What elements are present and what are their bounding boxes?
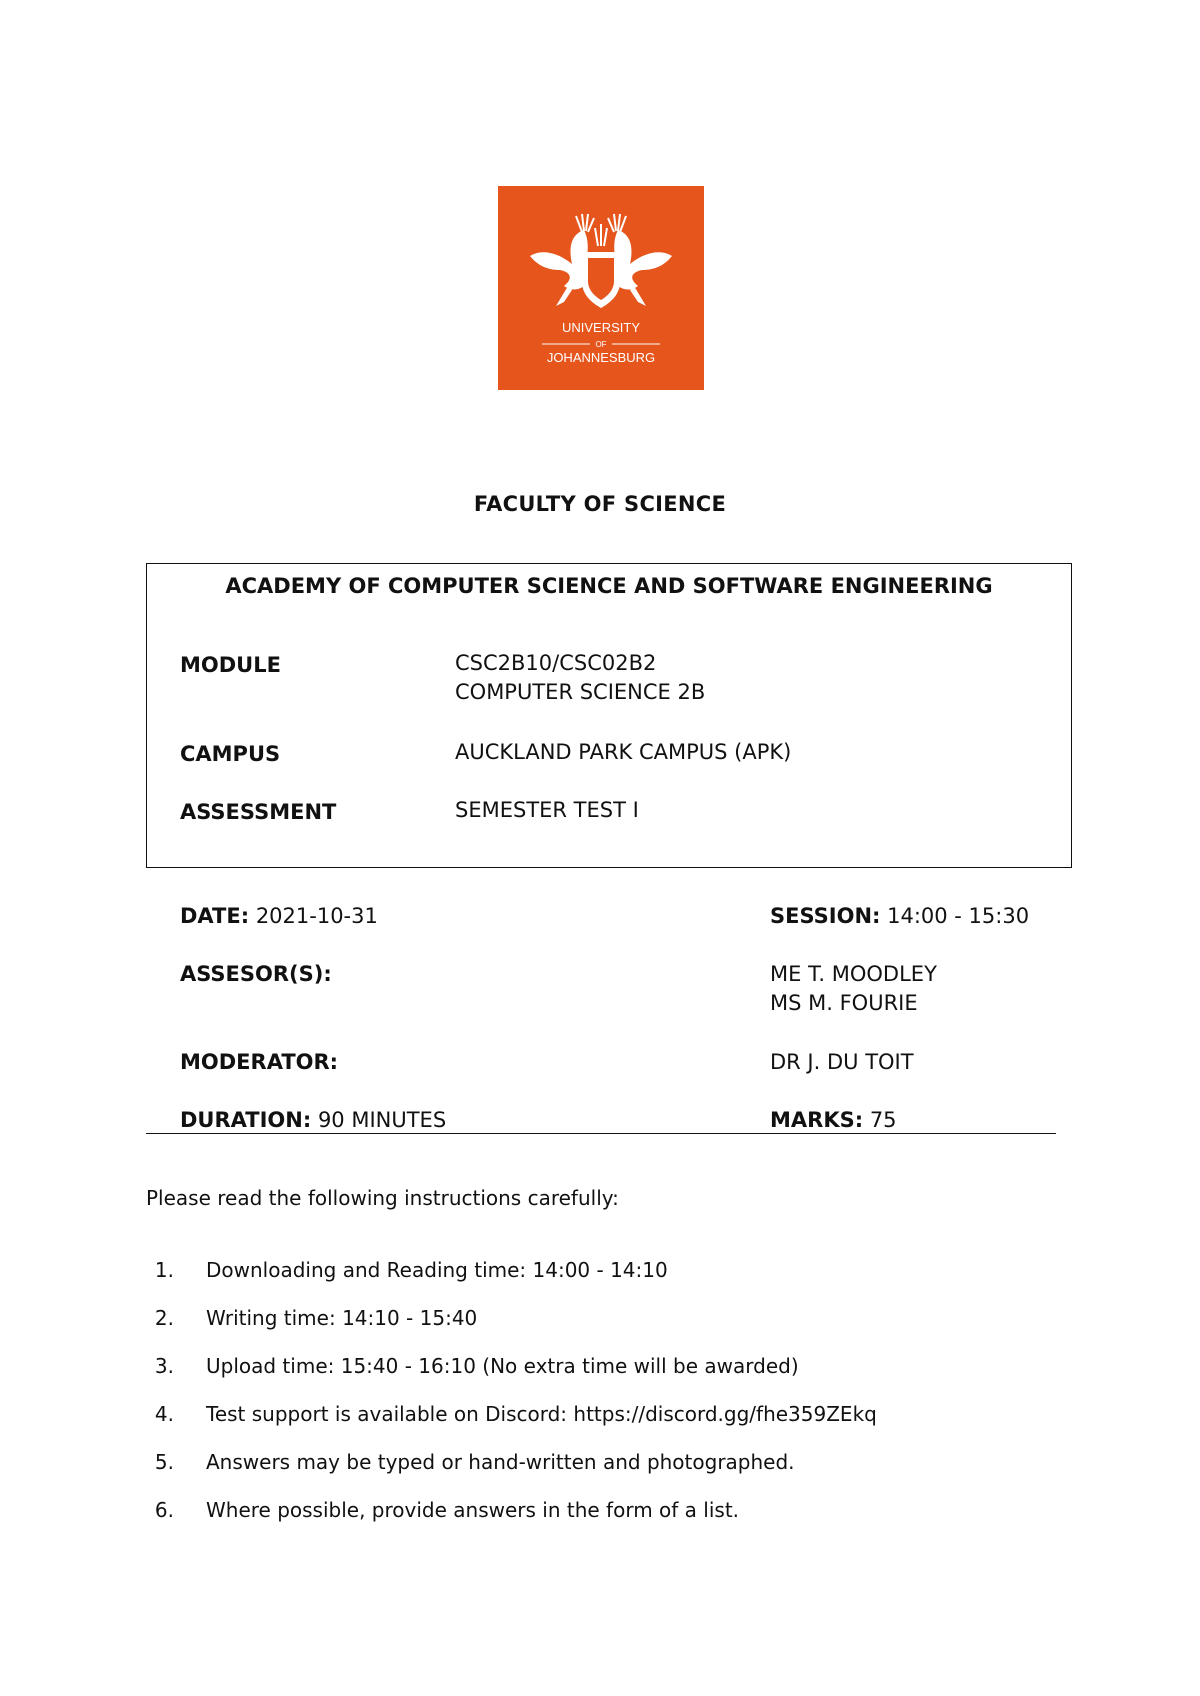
logo-line2: OF: [595, 340, 607, 349]
marks-label: MARKS:: [770, 1108, 864, 1132]
duration-field: [180, 1106, 446, 1135]
duration-value: 90 MINUTES: [317, 1108, 447, 1132]
academy-title: ACADEMY OF COMPUTER SCIENCE AND SOFTWARE ENGINEERING: [225, 574, 993, 598]
session-value: 14:00 - 15:30: [887, 904, 1030, 928]
assessor-2: MS M. FOURIE: [770, 991, 918, 1015]
list-item: 3. Upload time: 15:40 - 16:10 (No extra time will be awarded): [154, 1354, 799, 1378]
list-item: 2. Writing time: 14:10 - 15:40: [154, 1306, 478, 1330]
logo-emblem-icon: [498, 186, 704, 390]
moderator-value: DR J. DU TOIT: [770, 1050, 914, 1074]
list-item: 4. Test support is available on Discord: https://discord.gg/fhe359ZEkq: [154, 1402, 877, 1426]
divider-line: [146, 1133, 1056, 1134]
faculty-heading: FACULTY OF SCIENCE: [473, 492, 727, 516]
marks-field: [770, 1106, 897, 1135]
date-field: [180, 902, 378, 931]
module-name: COMPUTER SCIENCE 2B: [455, 680, 706, 704]
assessment-value: SEMESTER TEST I: [455, 798, 639, 822]
assessment-label: ASSESSMENT: [180, 800, 337, 824]
list-item: 6. Where possible, provide answers in the form of a list.: [154, 1498, 740, 1522]
list-item: 5. Answers may be typed or hand-written and photographed.: [154, 1450, 795, 1474]
campus-value: AUCKLAND PARK CAMPUS (APK): [455, 740, 792, 764]
list-item: 1. Downloading and Reading time: 14:00 - 14:10: [154, 1258, 668, 1282]
university-logo: [498, 186, 704, 390]
module-code: CSC2B10/CSC02B2: [455, 651, 657, 675]
module-label: MODULE: [180, 653, 281, 677]
assessors-label: ASSESOR(S):: [180, 962, 332, 986]
campus-label: CAMPUS: [180, 742, 281, 766]
instructions-intro: Please read the following instructions carefully:: [146, 1186, 619, 1210]
logo-line3: JOHANNESBURG: [546, 350, 656, 365]
duration-label: DURATION:: [180, 1108, 312, 1132]
session-label: SESSION:: [770, 904, 881, 928]
assessor-1: ME T. MOODLEY: [770, 962, 937, 986]
module-info-box: [146, 563, 1072, 868]
marks-value: 75: [869, 1108, 897, 1132]
date-label: DATE:: [180, 904, 250, 928]
moderator-label: MODERATOR:: [180, 1050, 339, 1074]
instructions-list: [146, 1258, 1096, 1546]
logo-line1: UNIVERSITY: [561, 320, 641, 335]
date-value: 2021-10-31: [255, 904, 378, 928]
session-field: [770, 902, 1029, 931]
